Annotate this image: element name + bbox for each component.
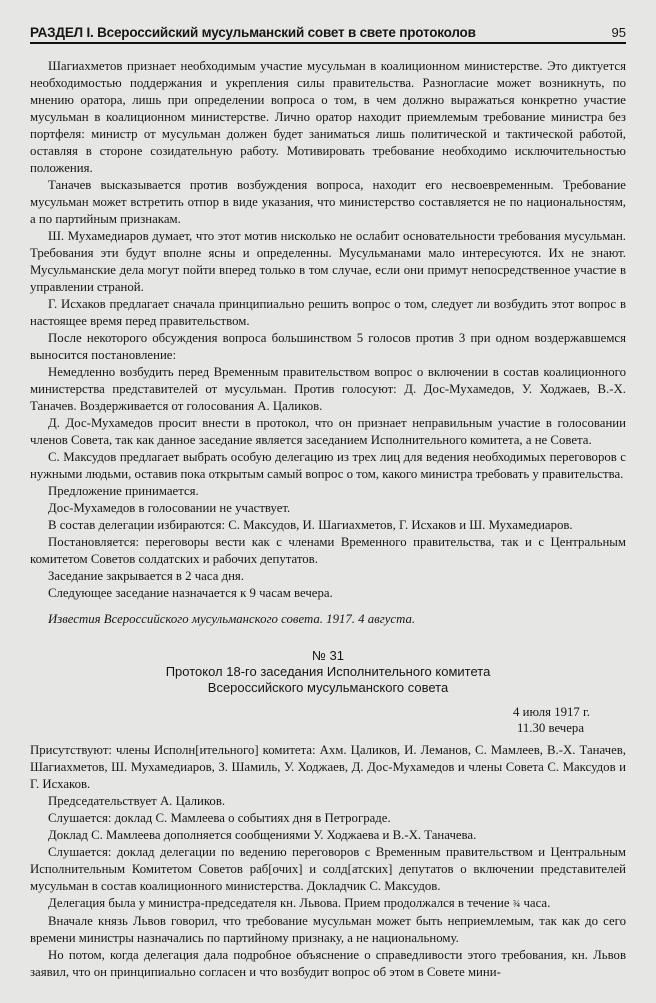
paragraph: Слушается: доклад С. Мамлеева о событиях дня в Петрограде.	[48, 811, 391, 825]
attendance-list: Присутствуют: члены Исполн[ительного] комитета: Ахм. Цаликов, И. Леманов, С. Мамлеев, В.-Х. Таначев, Шагиахметов, Ш. Мухамедиаров, З. Шамиль, У. Ходжаев, Д. Дос-Мухамедов и члены Совета С. Максудов и Г. Исхаков.	[30, 743, 626, 791]
paragraph: Предложение принимается.	[48, 484, 199, 498]
paragraph: Ш. Мухамедиаров думает, что этот мотив нисколько не ослабит основательности требования мусульман. Требования эти будут вполне ясны и определенны. Мусульманами мало интересуются. Их не знают. Мусульманские дела могут пойти вперед только в том случае, если они примут непосредственное участие в управлении страной.	[30, 229, 626, 294]
paragraph: В состав делегации избираются: С. Максудов, И. Шагиахметов, Г. Исхаков и Ш. Мухамедиаров.	[48, 518, 573, 532]
protocol-date: 4 июля 1917 г.	[513, 705, 590, 719]
paragraph: С. Максудов предлагает выбрать особую делегацию из трех лиц для ведения необходимых переговоров с нужными людьми, оставив пока открытым самый вопрос о том, какого министра требовать у правительства.	[30, 450, 626, 481]
paragraph: Слушается: доклад делегации по ведению переговоров с Временным правительством и Центральным Исполнительным Комитетом Советов раб[очих] и солд[атских] депутатов о включении представителей мусульман в состав коалиционного министерства. Докладчик С. Максудов.	[30, 845, 626, 893]
paragraph-delegation	[30, 895, 626, 913]
protocol-number: № 31	[311, 648, 345, 663]
protocol-time: 11.30 вечера	[516, 721, 584, 735]
protocol-title-line-1: Протокол 18-го заседания Исполнительного комитета	[165, 664, 491, 679]
page-number: 95	[611, 25, 626, 40]
paragraph: Вначале князь Львов говорил, что требование мусульман может быть неприемлемым, так как до сего времени министры назначались по партийному признаку, а не национальному.	[30, 914, 626, 945]
paragraph: Председательствует А. Цаликов.	[48, 794, 226, 808]
paragraph: Следующее заседание назначается к 9 часам вечера.	[48, 586, 333, 600]
paragraph: Дос-Мухамедов в голосовании не участвует.	[48, 501, 291, 515]
running-header	[30, 22, 626, 44]
paragraph: Немедленно возбудить перед Временным правительством вопрос о включении в состав коалиционного министерства представителей от мусульман. Против голосуют: Д. Дос-Мухамедов, У. Ходжаев, В.-Х. Таначев. Воздерживается от голосования А. Цаликов.	[30, 365, 626, 413]
protocol-title-line-2: Всероссийского мусульманского совета	[207, 680, 449, 695]
paragraph: Таначев высказывается против возбуждения вопроса, находит его несвоевременным. Требование мусульман может встретить отпор в виде указания, что министерство составляется не по национальностям, а по партийным признакам.	[30, 178, 626, 226]
paragraph: После некоторого обсуждения вопроса большинством 5 голосов против 3 при одном воздержавшемся выносится постановление:	[30, 331, 626, 362]
section-title: РАЗДЕЛ I. Всероссийский мусульманский совет в свете протоколов	[30, 25, 476, 40]
fraction: ¾	[512, 899, 521, 910]
paragraph: Но потом, когда делегация дала подробное объяснение о справедливости этого требования, кн. Львов заявил, что он принципиально согласен и что возбудит вопрос об этом в Совете мини-	[30, 948, 626, 979]
paragraph: Д. Дос-Мухамедов просит внести в протокол, что он признает неправильным участие в голосовании членов Совета, так как данное заседание является заседанием Исполнительного комитета, а не Совета.	[30, 416, 626, 447]
paragraph: Шагиахметов признает необходимым участие мусульман в коалиционном министерстве. Это диктуется необходимостью поддержания и укрепления силы правительства. Разногласие может возникнуть, по мнению оратора, лишь при определении вопроса о том, в чем должно выражаться конкретно участие мусульман в коалиционном министерстве. Лично оратор находит приемлемым требование министра без портфеля: министр от мусульман должен будет заниматься лишь политической и тактической работой, оставляя в стороне созидательную работу. Мотивировать требование необходимо исключительностью положения.	[30, 59, 626, 175]
paragraph: Заседание закрывается в 2 часа дня.	[48, 569, 245, 583]
paragraph: Г. Исхаков предлагает сначала принципиально решить вопрос о том, следует ли возбудить этот вопрос в настоящее время перед правительством.	[30, 297, 626, 328]
paragraph: Постановляется: переговоры вести как с членами Временного правительства, так и с Центральным комитетом Советов солдатских и рабочих депутатов.	[30, 535, 626, 566]
text-run: часа.	[520, 896, 551, 910]
text-run: Делегация была у министра-председателя кн. Львова. Прием продолжался в течение	[48, 896, 513, 910]
protocol-dateline	[30, 704, 626, 736]
paragraph: Доклад С. Мамлеева дополняется сообщениями У. Ходжаева и В.-Х. Таначева.	[48, 828, 477, 842]
source-note: Известия Всероссийского мусульманского совета. 1917. 4 августа.	[48, 612, 416, 626]
page-body	[30, 58, 626, 981]
